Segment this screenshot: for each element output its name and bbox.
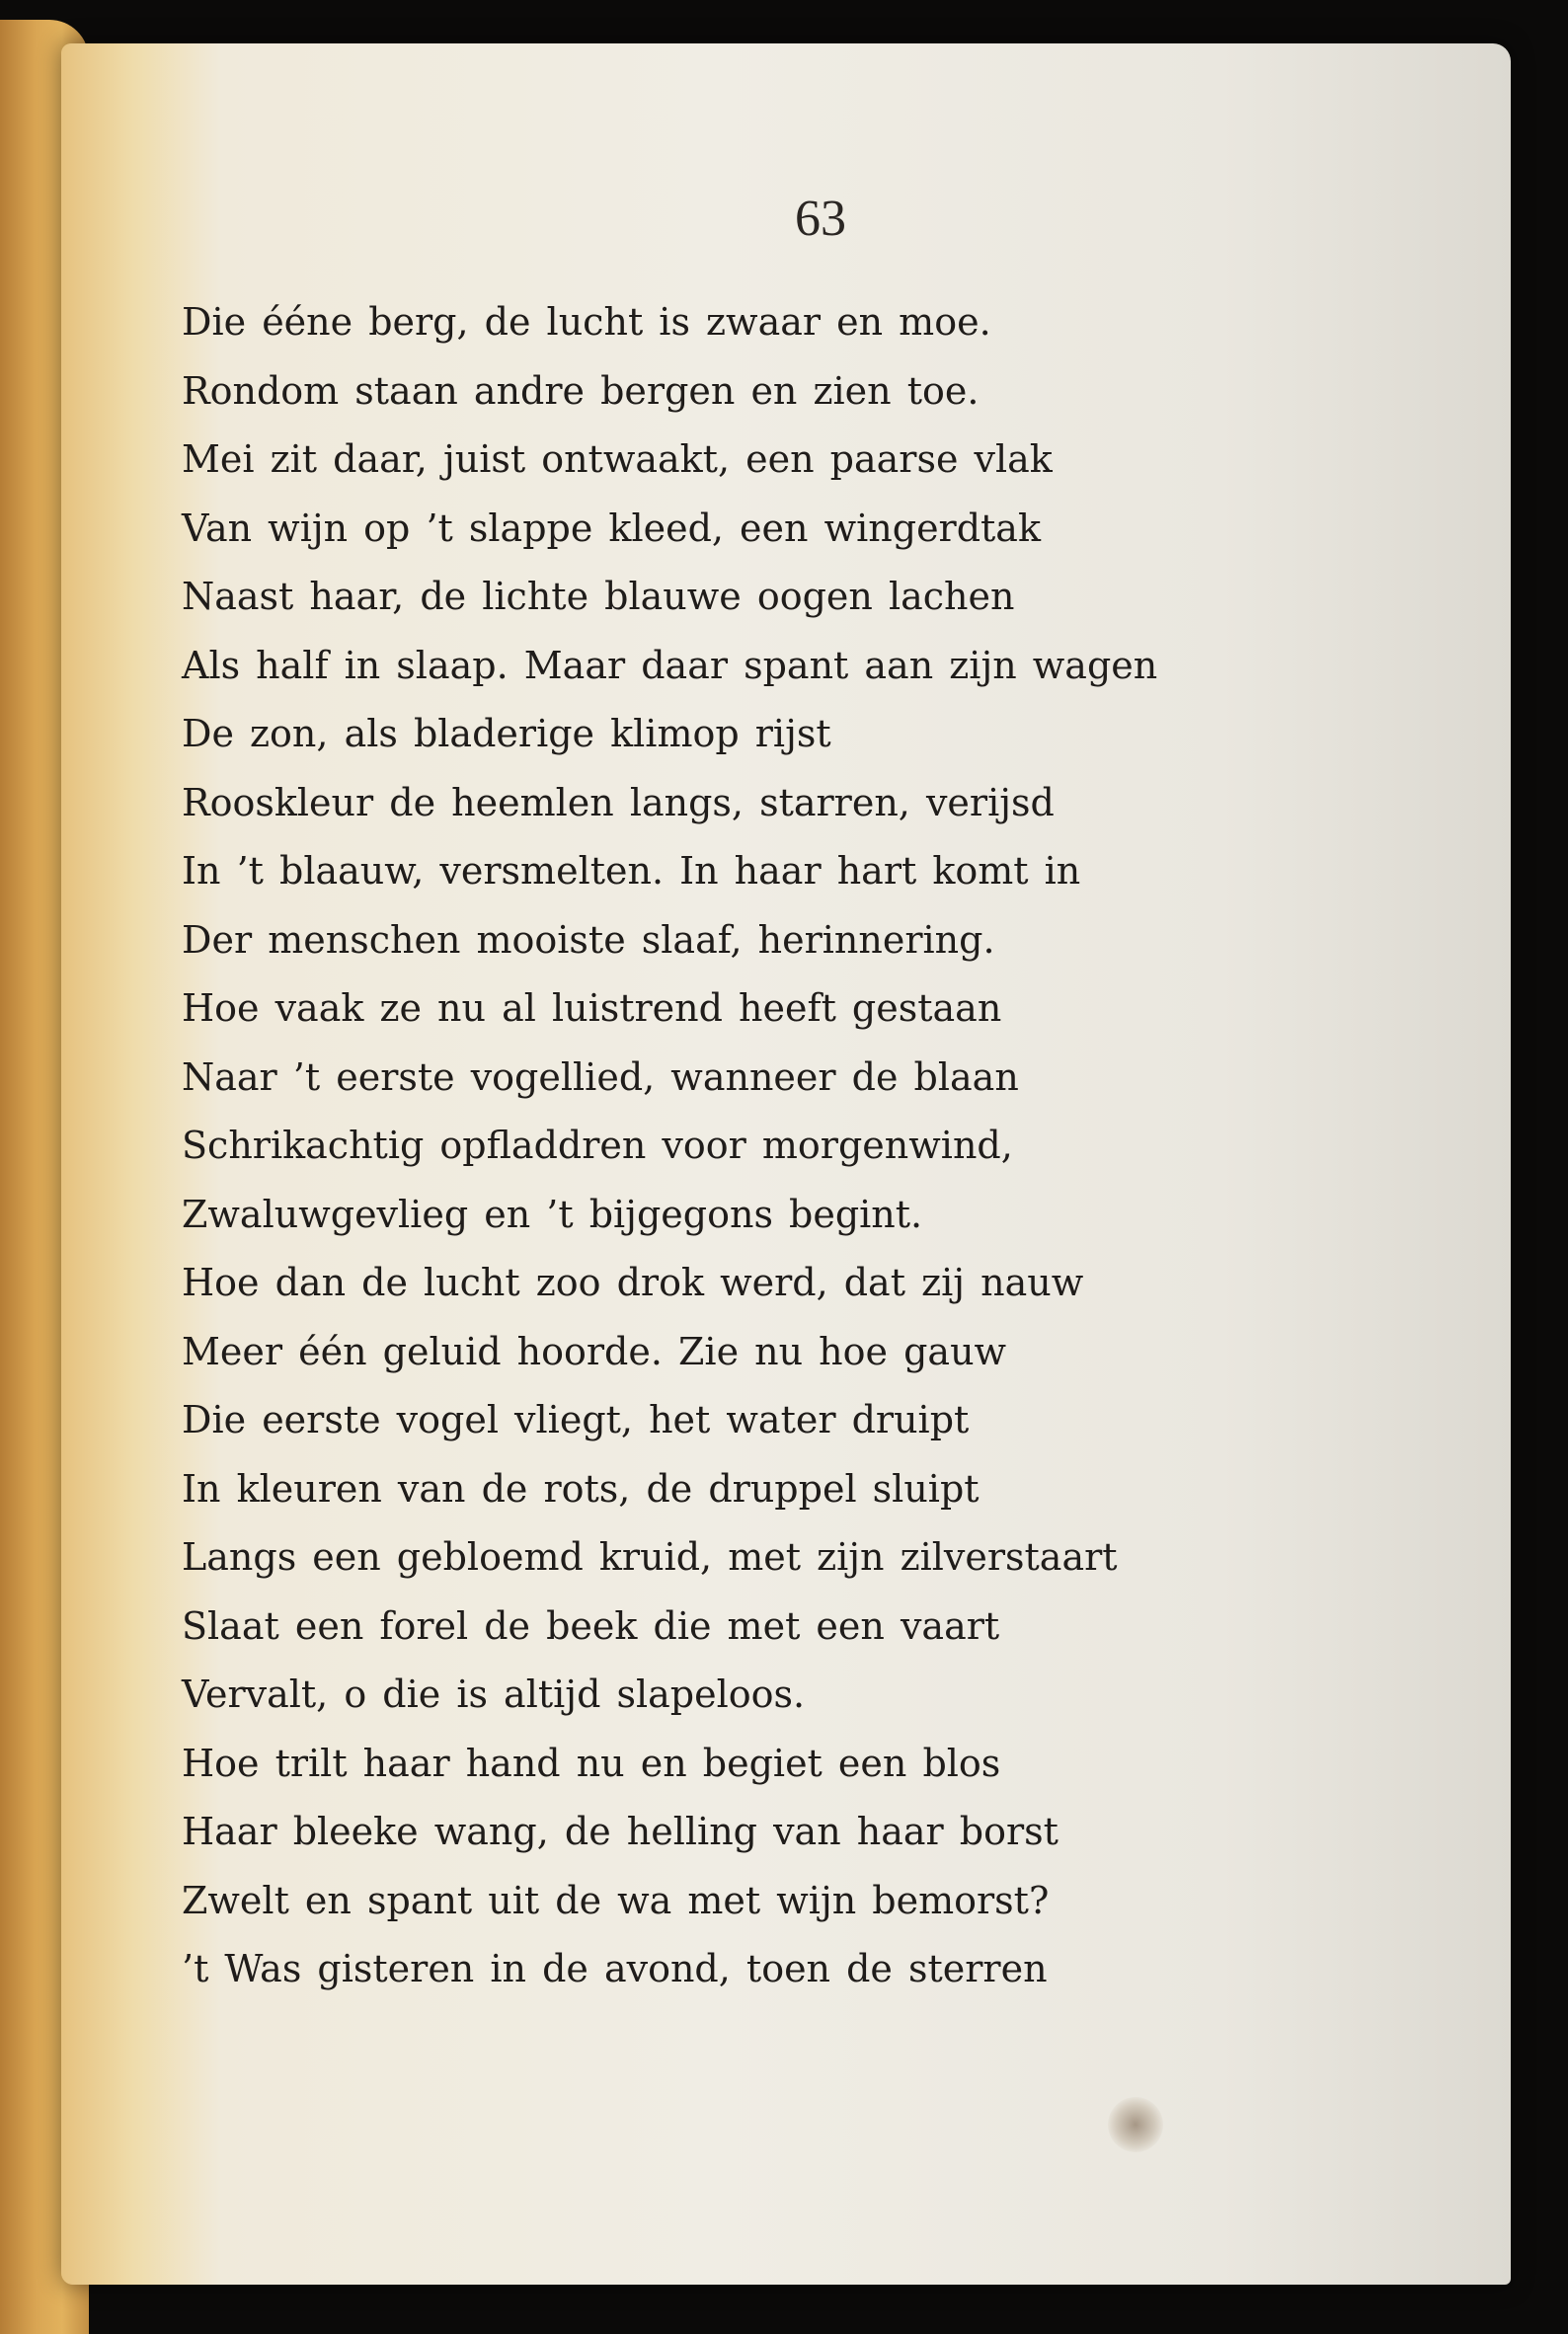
poem-line: In kleuren van de rots, de druppel sluipt [182, 1466, 980, 1511]
poem-line: Zwelt en spant uit de wa met wijn bemorst? [182, 1878, 1050, 1922]
poem-line: Rooskleur de heemlen langs, starren, verijsd [182, 780, 1055, 824]
poem-text [182, 288, 1406, 2004]
poem-line: Haar bleeke wang, de helling van haar borst [182, 1810, 1058, 1853]
poem-line: Langs een gebloemd kruid, met zijn zilverstaart [182, 1535, 1118, 1579]
poem-line: Hoe vaak ze nu al luistrend heeft gestaan [182, 986, 1002, 1030]
poem-line: In ’t blaauw, versmelten. In haar hart komt in [182, 849, 1081, 893]
poem-line: Schrikachtig opfladdren voor morgenwind, [182, 1124, 1013, 1167]
poem-line: Die ééne berg, de lucht is zwaar en moe. [182, 300, 991, 344]
poem-line: Der menschen mooiste slaaf, herinnering. [182, 917, 995, 962]
page-number: 63 [795, 191, 846, 247]
poem-line: Mei zit daar, juist ontwaakt, een paarse vlak [182, 437, 1053, 481]
poem-line: Vervalt, o die is altijd slapeloos. [182, 1673, 806, 1716]
poem-line: Als half in slaap. Maar daar spant aan zijn wagen [182, 643, 1158, 687]
poem-line: Naar ’t eerste vogellied, wanneer de blaan [182, 1054, 1019, 1099]
poem-line: De zon, als bladerige klimop rijst [182, 712, 831, 755]
poem-line: Slaat een forel de beek die met een vaart [182, 1603, 1000, 1648]
page-stain [1108, 2097, 1163, 2152]
poem-line: Hoe dan de lucht zoo drok werd, dat zij nauw [182, 1261, 1084, 1304]
poem-line: Meer één geluid hoorde. Zie nu hoe gauw [182, 1329, 1007, 1373]
poem-line: Hoe trilt haar hand nu en begiet een blos [182, 1741, 1001, 1785]
poem-line: Zwaluwgevlieg en ’t bijgegons begint. [182, 1192, 923, 1236]
poem-line: ’t Was gisteren in de avond, toen de sterren [182, 1947, 1048, 1990]
poem-line: Naast haar, de lichte blauwe oogen lachen [182, 575, 1015, 618]
poem-line: Die eerste vogel vliegt, het water druipt [182, 1398, 970, 1441]
poem-line: Van wijn op ’t slappe kleed, een wingerdtak [182, 506, 1041, 550]
poem-line: Rondom staan andre bergen en zien toe. [182, 368, 980, 413]
book-page [61, 43, 1511, 2285]
